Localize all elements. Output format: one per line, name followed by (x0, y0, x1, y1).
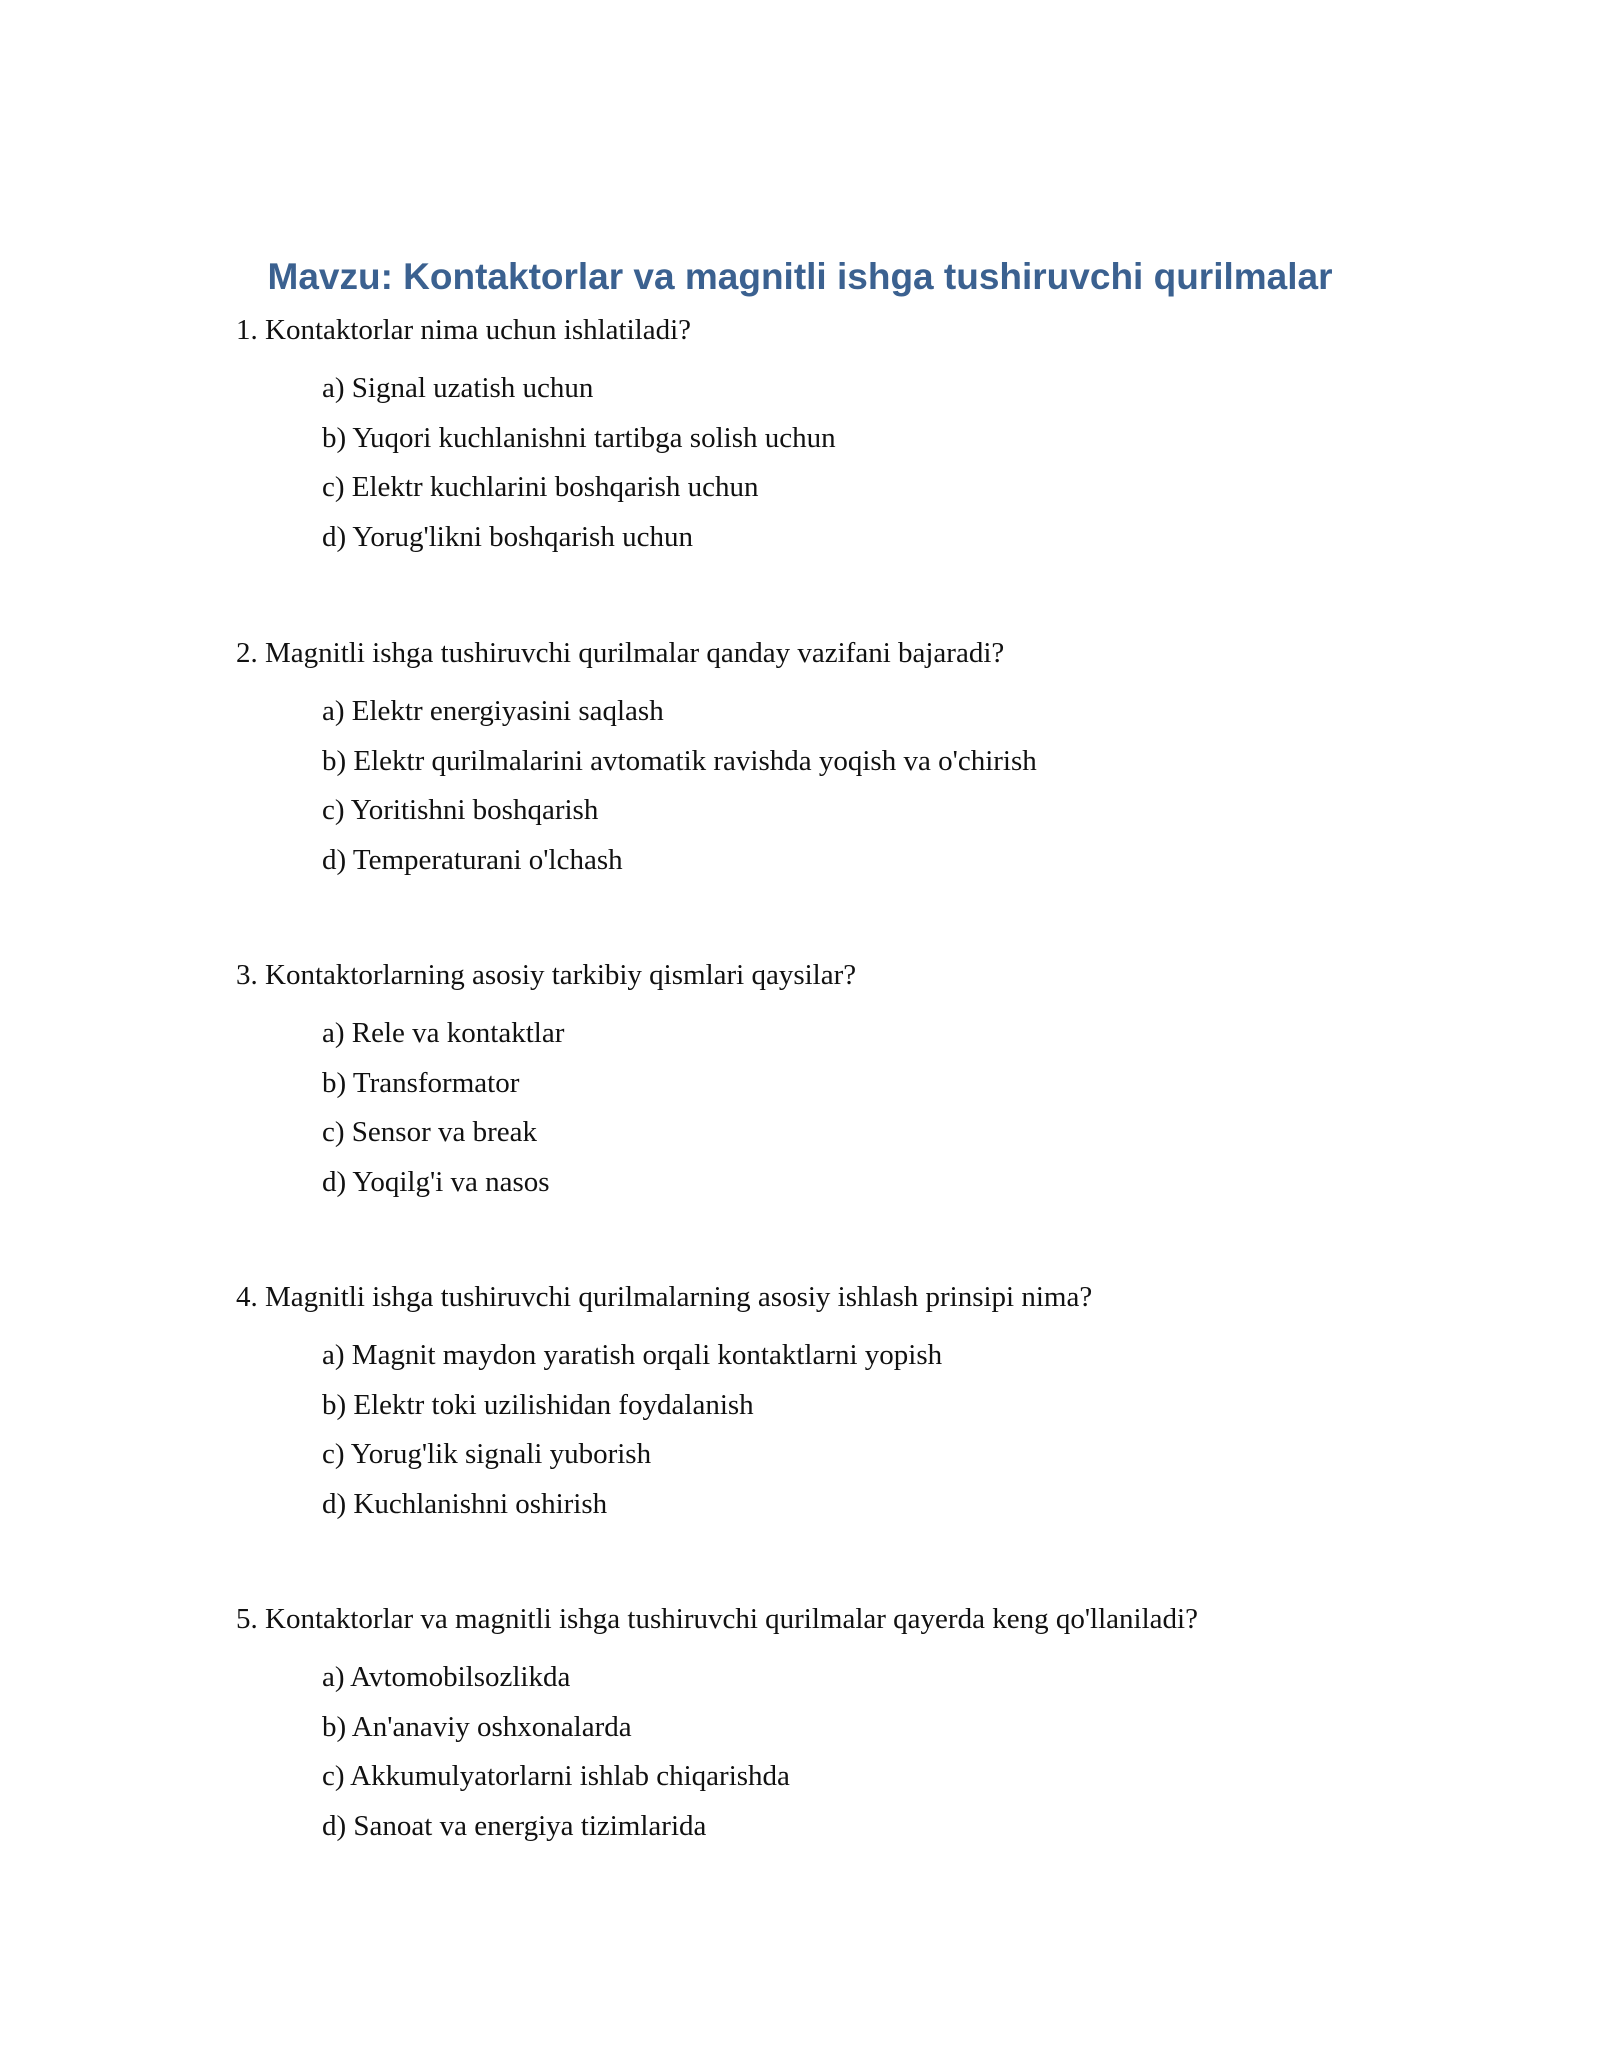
answer-option-d: d) Kuchlanishni oshirish (322, 1487, 608, 1520)
answer-option-c: c) Elektr kuchlarini boshqarish uchun (322, 471, 759, 503)
answer-option-d: d) Yoqilg'i va nasos (322, 1165, 550, 1198)
question-text: 3. Kontaktorlarning asosiy tarkibiy qismlari qaysilar? (236, 959, 857, 991)
answer-option-b: b) Elektr toki uzilishidan foydalanish (322, 1388, 754, 1421)
question-text: 1. Kontaktorlar nima uchun ishlatiladi? (236, 314, 692, 346)
question-3 (236, 955, 1436, 1211)
answer-options (236, 691, 1436, 889)
answer-option-c: c) Yorug'lik signali yuborish (322, 1438, 652, 1470)
answer-option-a: a) Signal uzatish uchun (322, 372, 594, 404)
question-5 (236, 1599, 1436, 1855)
answer-option-b: b) Elektr qurilmalarini avtomatik ravishda yoqish va o'chirish (322, 744, 1037, 777)
question-4 (236, 1277, 1436, 1533)
answer-options (236, 368, 1436, 566)
answer-option-d: d) Sanoat va energiya tizimlarida (322, 1809, 707, 1842)
answer-option-b: b) An'anaviy oshxonalarda (322, 1710, 632, 1743)
answer-option-c: c) Yoritishni boshqarish (322, 794, 599, 826)
answer-option-a: a) Magnit maydon yaratish orqali kontaktlarni yopish (322, 1339, 943, 1371)
answer-option-a: a) Elektr energiyasini saqlash (322, 695, 664, 727)
question-text: 5. Kontaktorlar va magnitli ishga tushiruvchi qurilmalar qayerda keng qo'llaniladi? (236, 1603, 1198, 1635)
document-title: Mavzu: Kontaktorlar va magnitli ishga tushiruvchi qurilmalar (267, 256, 1333, 297)
answer-option-b: b) Yuqori kuchlanishni tartibga solish uchun (322, 421, 836, 454)
question-text: 4. Magnitli ishga tushiruvchi qurilmalarning asosiy ishlash prinsipi nima? (236, 1281, 1093, 1313)
answer-options (236, 1013, 1436, 1211)
answer-option-c: c) Sensor va break (322, 1116, 537, 1148)
answer-option-a: a) Rele va kontaktlar (322, 1017, 565, 1049)
answer-options (236, 1657, 1436, 1855)
question-text: 2. Magnitli ishga tushiruvchi qurilmalar qanday vazifani bajaradi? (236, 637, 1005, 669)
answer-option-c: c) Akkumulyatorlarni ishlab chiqarishda (322, 1760, 790, 1792)
answer-options (236, 1335, 1436, 1533)
question-1 (236, 310, 1436, 566)
answer-option-d: d) Temperaturani o'lchash (322, 843, 623, 876)
question-2 (236, 633, 1436, 889)
answer-option-a: a) Avtomobilsozlikda (322, 1661, 571, 1693)
answer-option-b: b) Transformator (322, 1066, 520, 1099)
answer-option-d: d) Yorug'likni boshqarish uchun (322, 520, 693, 553)
